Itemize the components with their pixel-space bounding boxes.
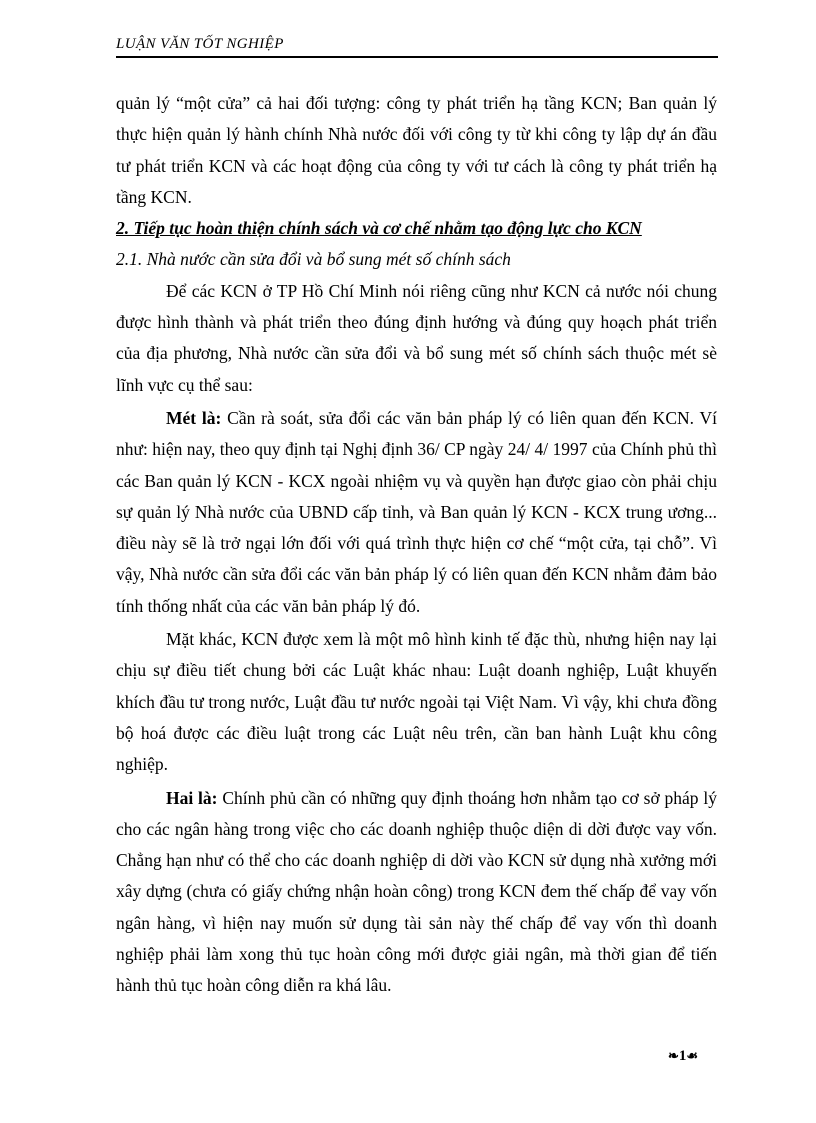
first-point-lead: Mét là: — [166, 407, 222, 428]
page-header — [116, 34, 718, 58]
section-heading: 2. Tiếp tục hoàn thiện chính sách và cơ chế nhằm tạo động lực cho KCN — [116, 218, 642, 239]
paragraph-other-side: Mặt khác, KCN được xem là một mô hình kinh tế đặc thù, nhưng hiện nay lại chịu sự điều tiết chung bởi các Luật khác nhau: Luật doanh nghiệp, Luật khuyến khích đầu tư trong nước, Luật đầu tư nước ngoài tại Việt Nam. Vì vậy, khi chưa đồng bộ hoá được các điều luật trong các Luật nêu trên, cần ban hành Luật khu công nghiệp. — [116, 629, 717, 775]
header-title: LUẬN VĂN TỐT NGHIỆP — [116, 36, 284, 52]
paragraph-first-point — [116, 403, 717, 622]
subsection-heading: 2.1. Nhà nước cần sửa đổi và bổ sung mét số chính sách — [116, 249, 511, 270]
ornament-left-icon: ❧ — [668, 1048, 679, 1063]
second-point-lead: Hai là: — [166, 787, 218, 808]
paragraph-intro: quản lý “một cửa” cả hai đối tượng: công ty phát triển hạ tầng KCN; Ban quản lý thực hiện quản lý hành chính Nhà nước đối với công ty từ khi công ty lập dự án đầu tư phát triển KCN và các hoạt động của công ty với tư cách là công ty phát triển hạ tầng KCN. — [116, 93, 717, 207]
first-point-text: Cần rà soát, sửa đổi các văn bản pháp lý có liên quan đến KCN. Ví như: hiện nay, theo quy định tại Nghị định 36/ CP ngày 24/ 4/ 1997 của Chính phủ thì các Ban quản lý KCN - KCX ngoài nhiệm vụ và quyền hạn được giao còn phải chịu sự quản lý Nhà nước của UBND cấp tỉnh, và Ban quản lý KCN - KCX trung ương... điều này sẽ là trở ngại lớn đối với quá trình thực hiện cơ chế “một cửa, tại chỗ”. Vì vậy, Nhà nước cần sửa đổi các văn bản pháp lý có liên quan đến KCN nhằm đảm bảo tính thống nhất của các văn bản pháp lý đó. — [116, 407, 717, 616]
paragraph-second-point — [116, 783, 717, 1002]
paragraph-overview: Để các KCN ở TP Hồ Chí Minh nói riêng cũng như KCN cả nước nói chung được hình thành và phát triển theo đúng định hướng và đúng quy hoạch phát triển của địa phương, Nhà nước cần sửa đổi và bổ sung mét số chính sách thuộc mét sè lĩnh vực cụ thể sau: — [116, 280, 717, 395]
ornament-right-icon: ☙ — [686, 1048, 699, 1063]
second-point-text: Chính phủ cần có những quy định thoáng hơn nhằm tạo cơ sở pháp lý cho các ngân hàng trong việc cho các doanh nghiệp thuộc diện di dời được vay vốn. Chẳng hạn như có thể cho các doanh nghiệp di dời vào KCN sử dụng nhà xưởng mới xây dựng (chưa có giấy chứng nhận hoàn công) trong KCN đem thế chấp để vay vốn ngân hàng, vì hiện nay muốn sử dụng tài sản này thế chấp để vay vốn thì doanh nghiệp phải làm xong thủ tục hoàn công mới được giải ngân, mà thời gian để tiến hành thủ tục hoàn công diễn ra khá lâu. — [116, 787, 717, 996]
page-footer — [668, 1048, 698, 1065]
page-number: 1 — [678, 1048, 687, 1064]
document-body — [116, 88, 717, 1002]
